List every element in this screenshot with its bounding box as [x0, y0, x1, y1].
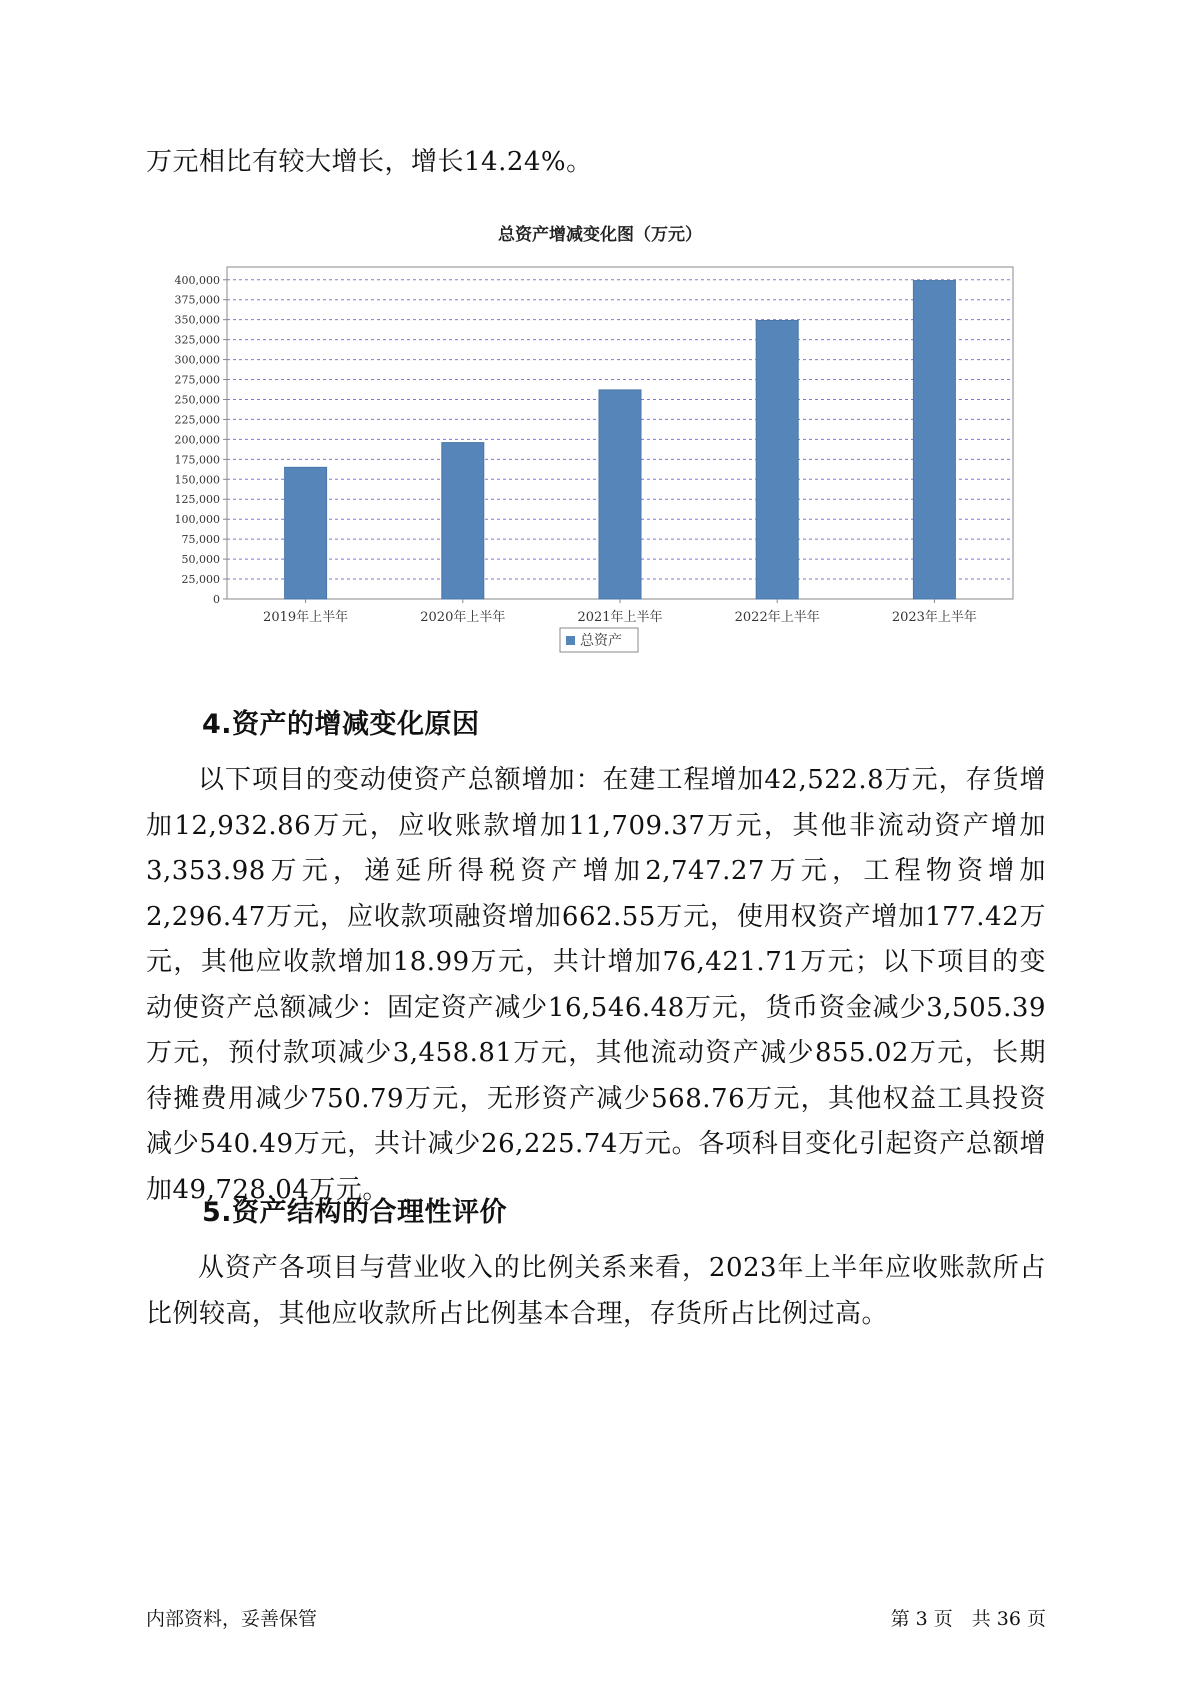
y-tick-label: 200,000 — [174, 433, 220, 447]
y-tick-label: 50,000 — [181, 553, 220, 567]
x-tick-label: 2023年上半年 — [891, 610, 977, 625]
y-tick-label: 175,000 — [174, 453, 220, 467]
legend-label: 总资产 — [580, 633, 622, 649]
intro-paragraph: 万元相比有较大增长，增长14.24%。 — [146, 147, 593, 177]
section-5-heading: 5.资产结构的合理性评价 — [202, 1197, 508, 1228]
chart-svg — [0, 215, 1191, 675]
y-tick-label: 275,000 — [174, 373, 220, 387]
x-tick-label: 2021年上半年 — [577, 610, 663, 625]
bar-2023年上半年 — [913, 281, 955, 599]
bar-2019年上半年 — [285, 467, 327, 599]
y-tick-label: 100,000 — [174, 513, 220, 527]
x-tick-label: 2020年上半年 — [420, 610, 506, 625]
footer-confidential-note: 内部资料，妥善保管 — [146, 1608, 318, 1630]
legend-swatch — [566, 636, 575, 645]
y-tick-label: 75,000 — [181, 533, 220, 547]
y-tick-label: 0 — [213, 593, 220, 606]
y-tick-label: 250,000 — [174, 393, 220, 407]
y-tick-label: 300,000 — [174, 353, 220, 367]
y-tick-label: 375,000 — [174, 293, 220, 307]
bar-2022年上半年 — [756, 320, 798, 599]
y-tick-label: 325,000 — [174, 333, 220, 347]
bar-2020年上半年 — [442, 443, 484, 599]
y-tick-label: 350,000 — [174, 313, 220, 327]
footer-page-number: 第 3 页 共 36 页 — [890, 1608, 1046, 1630]
section-4-body: 以下项目的变动使资产总额增加：在建工程增加42,522.8万元，存货增加12,932.86万元，应收账款增加11,709.37万元，其他非流动资产增加3,353.98万元，递延所得税资产增加2,747.27万元，工程物资增加2,296.47万元，应收款项融资增加662.55万元，使用权资产增加177.42万元，其他应收款增加18.99万元，共计增加76,421.71万元；以下项目的变动使资产总额减少：固定资产减少16,546.48万元，货币资金减少3,505.39万元，预付款项减少3,458.81万元，其他流动资产减少855.02万元，长期待摊费用减少750.79万元，无形资产减少568.76万元，其他权益工具投资减少540.49万元，共计减少26,225.74万元。各项科目变化引起资产总额增加49,728.04万元。 — [146, 765, 1046, 1205]
section-4-heading: 4.资产的增减变化原因 — [202, 709, 480, 740]
x-tick-label: 2022年上半年 — [734, 610, 820, 625]
y-tick-label: 25,000 — [181, 573, 220, 587]
total-assets-chart — [0, 215, 1191, 675]
x-tick-label: 2019年上半年 — [263, 610, 349, 625]
y-tick-label: 125,000 — [174, 493, 220, 507]
y-tick-label: 150,000 — [174, 473, 220, 487]
y-tick-label: 400,000 — [174, 273, 220, 287]
section-5-body: 从资产各项目与营业收入的比例关系来看，2023年上半年应收账款所占比例较高，其他应收款所占比例基本合理，存货所占比例过高。 — [146, 1253, 1046, 1329]
bar-2021年上半年 — [599, 390, 641, 599]
y-tick-label: 225,000 — [174, 413, 220, 427]
chart-title: 总资产增减变化图（万元） — [498, 225, 702, 245]
